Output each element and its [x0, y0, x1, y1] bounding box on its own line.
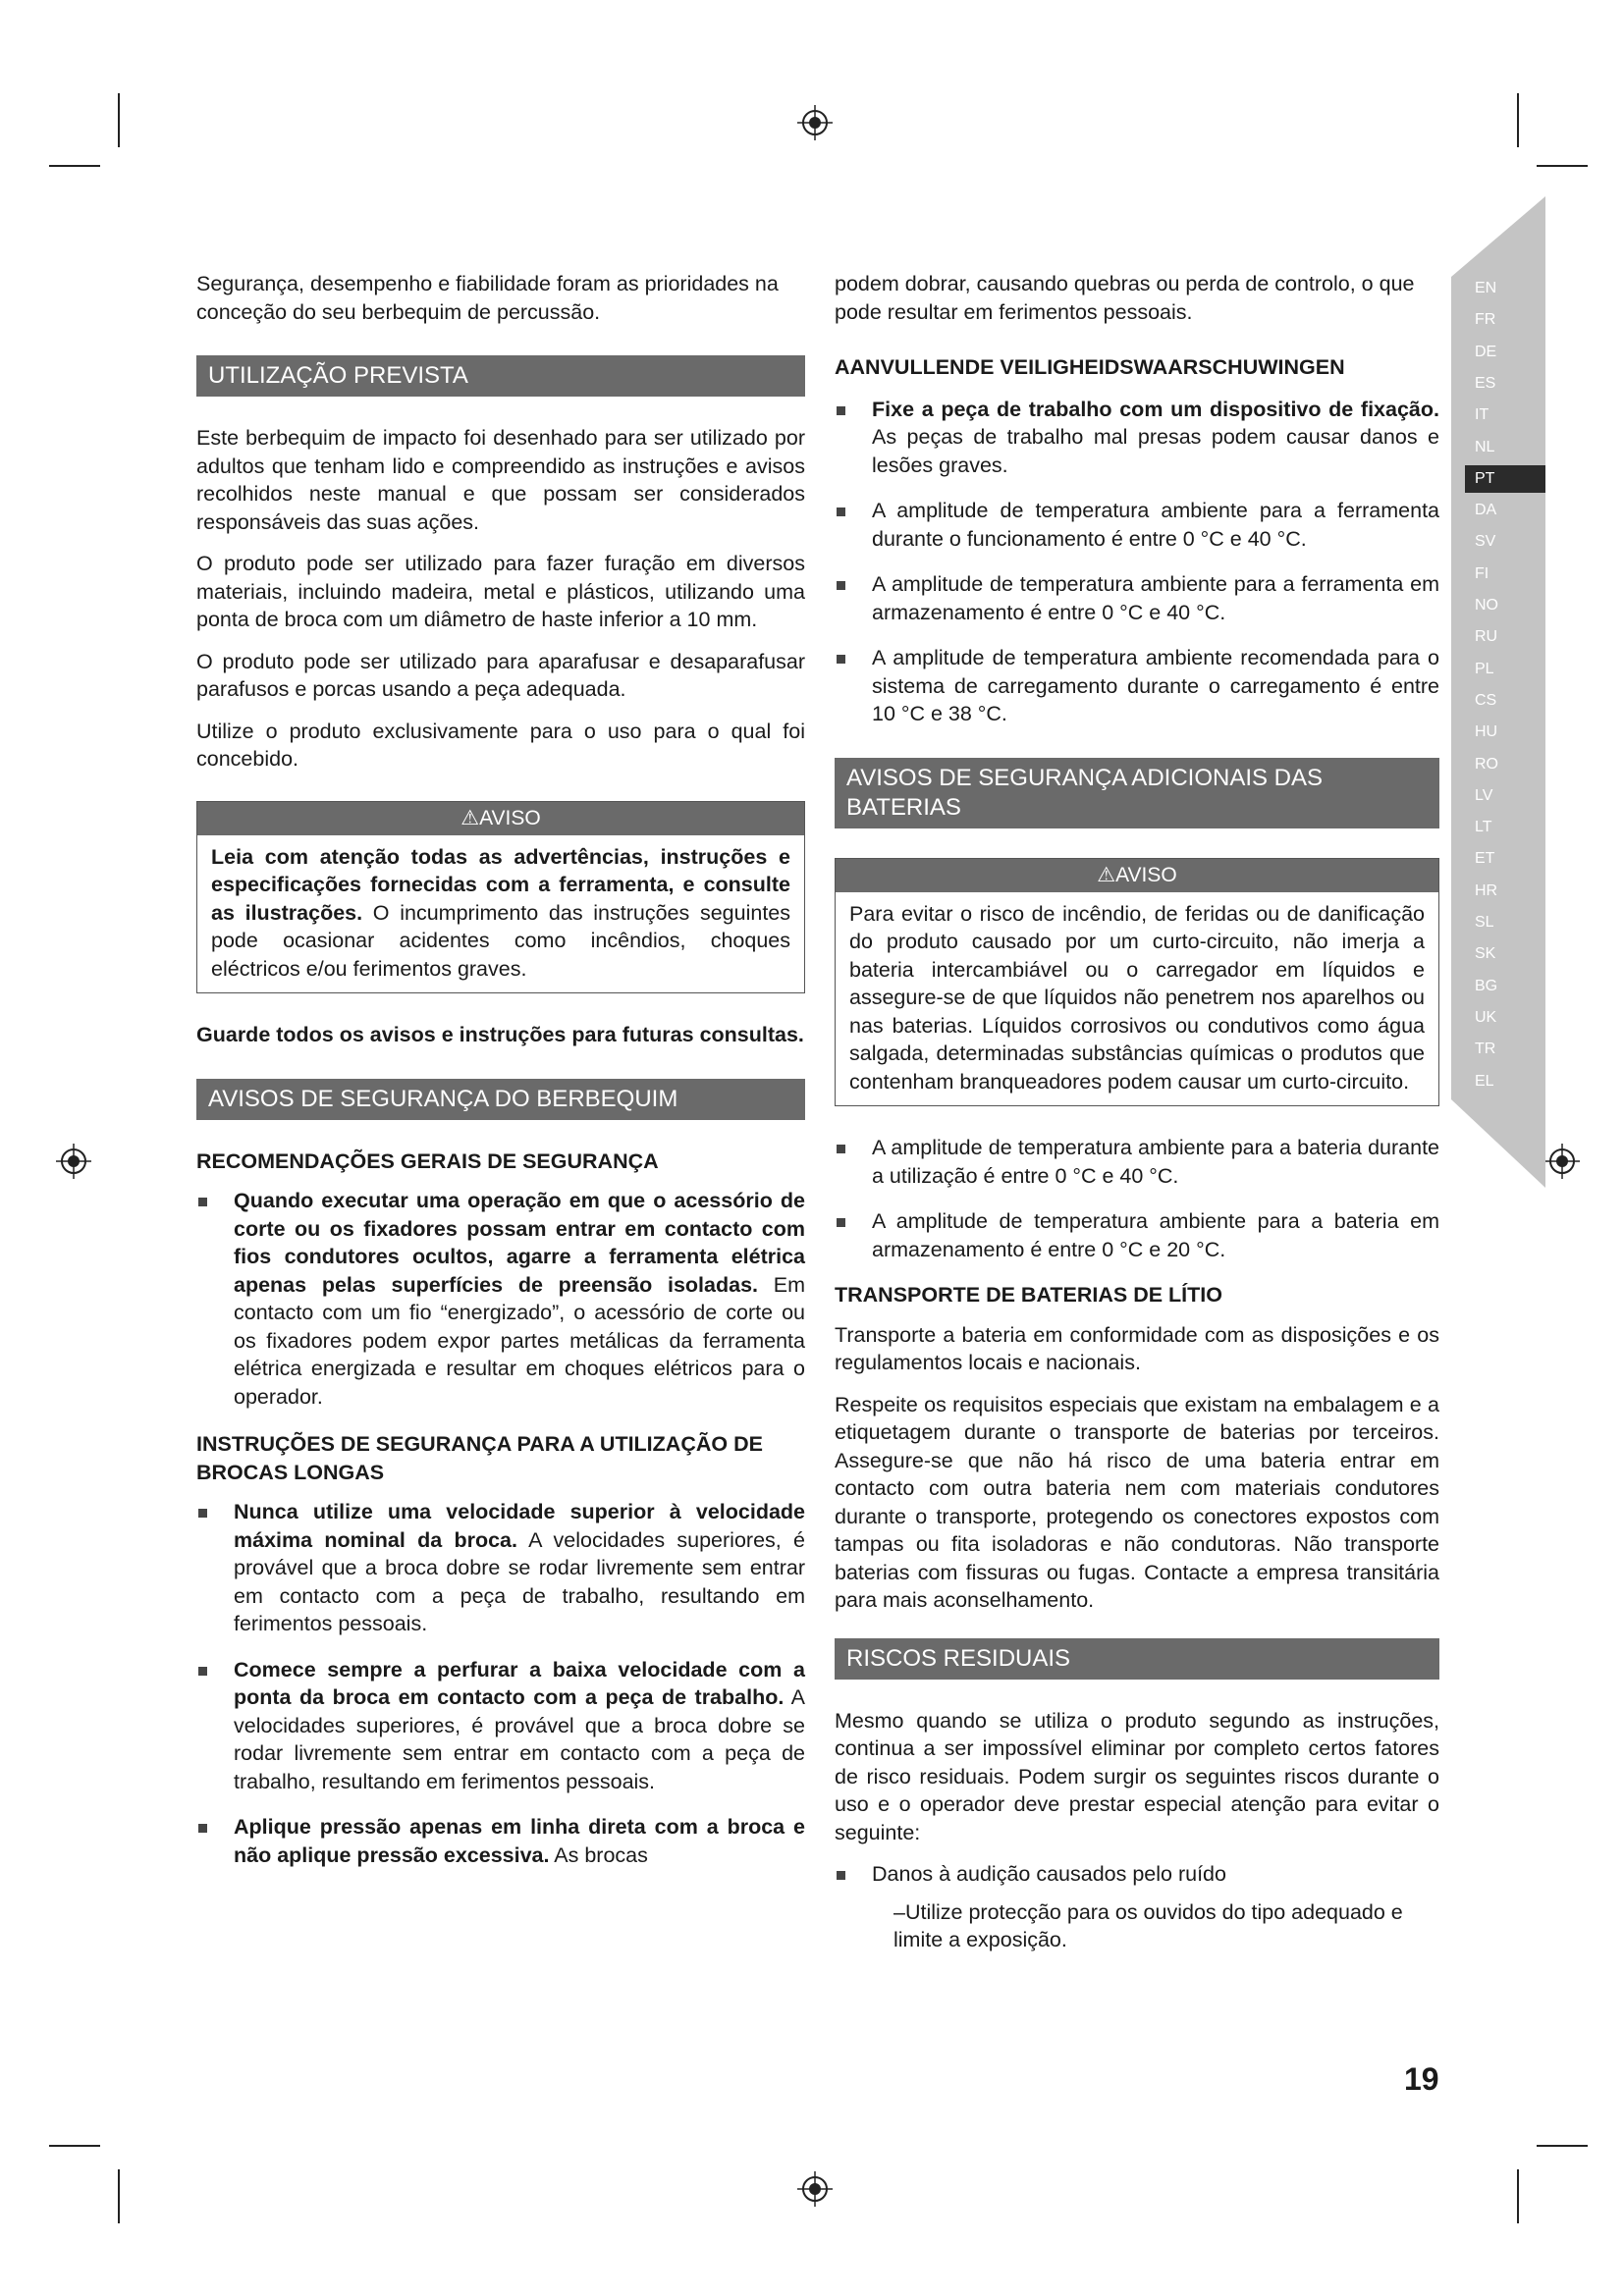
language-tab-hu: HU	[1475, 723, 1498, 741]
crop-mark	[118, 93, 120, 147]
list-item: A amplitude de temperatura ambiente para a bateria em armazenamento é entre 0 °C e 20 °C.	[835, 1207, 1439, 1263]
dash-item: –Utilize protecção para os ouvidos do tipo adequado e limite a exposição.	[893, 1899, 1403, 1951]
section-heading-drill-safety: AVISOS DE SEGURANÇA DO BERBEQUIM	[196, 1079, 805, 1120]
bullet-list	[196, 1187, 805, 1411]
intro-paragraph: Segurança, desempenho e fiabilidade foram as prioridades na conceção do seu berbequim de percussão.	[196, 272, 779, 324]
list-item: A amplitude de temperatura ambiente para a bateria durante a utilização é entre 0 °C e 40 °C.	[835, 1134, 1439, 1190]
language-tab-es: ES	[1475, 374, 1496, 392]
bullet-list	[835, 1134, 1439, 1263]
warning-title: AVISO	[1115, 863, 1177, 886]
warning-triangle-icon: ⚠	[1097, 863, 1116, 886]
section-heading-residual-risks: RISCOS RESIDUAIS	[835, 1638, 1439, 1680]
language-tab-nl: NL	[1475, 438, 1495, 455]
language-tab-el: EL	[1475, 1072, 1494, 1090]
warning-triangle-icon: ⚠	[460, 806, 480, 829]
language-tab-da: DA	[1475, 502, 1497, 519]
page-number: 19	[1404, 2061, 1439, 2097]
registration-mark-icon	[54, 1142, 93, 1181]
registration-mark-icon	[795, 103, 835, 142]
transport-paragraph: Respeite os requisitos especiais que existam na embalagem e a etiquetagem durante o transporte de baterias por terceiros. Assegure-se que não há risco de uma bateria entrar em contacto com outra bateria nem com materiais condutores durante o transporte, protegendo os conectores expostos com tampas ou fita isoladoras e não condutoras. Não transporte baterias com fissuras ou fugas. Contacte a empresa transitária para mais aconselhamento.	[835, 1392, 1439, 1612]
list-item: A amplitude de temperatura ambiente para a ferramenta em armazenamento é entre 0 °C e 40 °C.	[835, 570, 1439, 626]
crop-mark	[1537, 165, 1588, 167]
keep-instructions-note: Guarde todos os avisos e instruções para futuras consultas.	[196, 1023, 804, 1046]
section-heading-battery-safety: AVISOS DE SEGURANÇA ADICIONAIS DAS BATERIAS	[835, 758, 1439, 828]
language-tab-et: ET	[1475, 850, 1495, 868]
language-tab-fi: FI	[1475, 564, 1489, 582]
bullet-text: As brocas	[549, 1842, 648, 1867]
right-column	[835, 270, 1439, 1954]
language-tab-pt: PT	[1465, 465, 1545, 493]
bullet-bold: Fixe a peça de trabalho com um dispositivo de fixação.	[872, 397, 1439, 421]
crop-mark	[118, 2169, 120, 2223]
bullet-bold: Comece sempre a perfurar a baixa velocidade com a ponta da broca em contacto com a peça de trabalho.	[234, 1657, 805, 1709]
transport-paragraph: Transporte a bateria em conformidade com as disposições e os regulamentos locais e nacionais.	[835, 1322, 1439, 1374]
intended-use-paragraph: Utilize o produto exclusivamente para o uso para o qual foi concebido.	[196, 719, 805, 771]
list-item	[196, 1813, 805, 1869]
crop-mark	[1517, 93, 1519, 147]
crop-mark	[49, 2145, 100, 2147]
intended-use-paragraph: Este berbequim de impacto foi desenhado para ser utilizado por adultos que tenham lido e compreendido as instruções e avisos recolhidos neste manual e que possam ser considerados responsáveis das suas ações.	[196, 426, 805, 534]
language-tab-sl: SL	[1475, 914, 1494, 931]
language-tab-pl: PL	[1475, 660, 1494, 677]
intended-use-paragraph: O produto pode ser utilizado para fazer furação em diversos materiais, incluindo madeira, metal e plásticos, utilizando uma ponta de broca com um diâmetro de haste inferior a 10 mm.	[196, 552, 805, 631]
warning-title: AVISO	[479, 806, 541, 829]
list-item	[196, 1498, 805, 1638]
bullet-text: Em contacto com um fio “energizado”, o acessório de corte ou os fixadores podem expor partes metálicas da ferramenta elétrica energizada e resultar em choques elétricos para o operador.	[234, 1272, 805, 1409]
continuation-paragraph: podem dobrar, causando quebras ou perda de controlo, o que pode resultar em ferimentos pessoais.	[835, 272, 1415, 324]
list-item: Danos à audição causados pelo ruído	[835, 1860, 1439, 1889]
warning-box	[196, 801, 805, 994]
warning-text: O incumprimento das instruções seguintes pode ocasionar acidentes como incêndios, choques eléctricos e/ou ferimentos graves.	[211, 900, 790, 981]
bullet-bold: Quando executar uma operação em que o acessório de corte ou os fixadores possam entrar em contacto com fios condutores ocultos, agarre a ferramenta elétrica apenas pelas superfícies de preensão isoladas.	[234, 1189, 805, 1297]
bullet-text: A velocidades superiores, é provável que a broca dobre se rodar livremente sem entrar em contacto com a peça de trabalho, resultando em ferimentos pessoais.	[234, 1527, 805, 1635]
subheading-lithium-transport: TRANSPORTE DE BATERIAS DE LÍTIO	[835, 1283, 1222, 1307]
language-tab-en: EN	[1475, 280, 1497, 296]
language-tab-lv: LV	[1475, 786, 1493, 804]
subheading-additional-warnings: AANVULLENDE VEILIGHEIDSWAARSCHUWINGEN	[835, 355, 1345, 379]
language-tab-lt: LT	[1475, 819, 1492, 836]
residual-risks-paragraph: Mesmo quando se utiliza o produto segundo as instruções, continua a ser impossível eliminar por completo certos fatores de risco residuais. Podem surgir os seguintes riscos durante o uso e o operador deve prestar especial atenção para evitar o seguinte:	[835, 1708, 1439, 1844]
bullet-list	[196, 1498, 805, 1869]
section-heading-intended-use: UTILIZAÇÃO PREVISTA	[196, 355, 805, 397]
warning-header	[197, 802, 804, 835]
bullet-text: As peças de trabalho mal presas podem causar danos e lesões graves.	[872, 425, 1439, 477]
language-tab-sk: SK	[1475, 945, 1496, 963]
warning-box	[835, 858, 1439, 1107]
language-tab-bg: BG	[1475, 977, 1498, 994]
language-tab-no: NO	[1475, 597, 1498, 614]
language-tab-ru: RU	[1475, 628, 1498, 646]
language-tab-cs: CS	[1475, 691, 1497, 709]
registration-mark-icon	[795, 2169, 835, 2209]
warning-body	[197, 835, 804, 993]
list-item	[196, 1187, 805, 1411]
warning-body: Para evitar o risco de incêndio, de feridas ou de danificação do produto causado por um curto-circuito, não imerja a bateria intercambiável ou o carregador em líquidos e assegure-se de que líquidos não penetrem nos aparelhos ou nas baterias. Líquidos corrosivos ou condutivos como água salgada, determinadas substâncias químicas o produtos que contenham branqueadores podem causar um curto-circuito.	[849, 901, 1425, 1094]
language-tab-de: DE	[1475, 343, 1497, 360]
crop-mark	[1537, 2145, 1588, 2147]
language-tab-strip	[1451, 196, 1549, 1188]
bullet-list	[835, 1860, 1439, 1889]
bullet-list	[835, 396, 1439, 728]
language-tab-fr: FR	[1475, 311, 1496, 329]
bullet-bold: Nunca utilize uma velocidade superior à velocidade máxima nominal da broca.	[234, 1500, 805, 1552]
list-item	[196, 1656, 805, 1796]
left-column	[196, 270, 805, 1887]
subheading-general-safety: RECOMENDAÇÕES GERAIS DE SEGURANÇA	[196, 1148, 659, 1173]
language-tab-uk: UK	[1475, 1008, 1497, 1026]
warning-bold-text: Leia com atenção todas as advertências, instruções e especificações fornecidas com a ferramenta, e consulte as ilustrações.	[211, 844, 790, 925]
crop-mark	[1517, 2169, 1519, 2223]
bullet-bold: Aplique pressão apenas em linha direta com a broca e não aplique pressão excessiva.	[234, 1815, 805, 1867]
language-tab-tr: TR	[1475, 1041, 1496, 1058]
language-tab-it: IT	[1475, 406, 1489, 424]
list-item: A amplitude de temperatura ambiente recomendada para o sistema de carregamento durante o carregamento é entre 10 °C e 38 °C.	[835, 644, 1439, 728]
language-tab-hr: HR	[1475, 881, 1498, 899]
crop-mark	[49, 165, 100, 167]
language-tab-ro: RO	[1475, 755, 1498, 773]
list-item: A amplitude de temperatura ambiente para a ferramenta durante o funcionamento é entre 0 °C e 40 °C.	[835, 497, 1439, 553]
language-tab-sv: SV	[1475, 533, 1496, 551]
warning-header	[836, 859, 1438, 892]
list-item	[835, 396, 1439, 480]
bullet-text: A velocidades superiores, é provável que a broca dobre se rodar livremente sem entrar em contacto com a peça de trabalho, resultando em ferimentos pessoais.	[234, 1685, 805, 1793]
intended-use-paragraph: O produto pode ser utilizado para aparafusar e desaparafusar parafusos e porcas usando a peça adequada.	[196, 649, 805, 701]
subheading-long-drill-bits: INSTRUÇÕES DE SEGURANÇA PARA A UTILIZAÇÃO DE BROCAS LONGAS	[196, 1432, 763, 1484]
